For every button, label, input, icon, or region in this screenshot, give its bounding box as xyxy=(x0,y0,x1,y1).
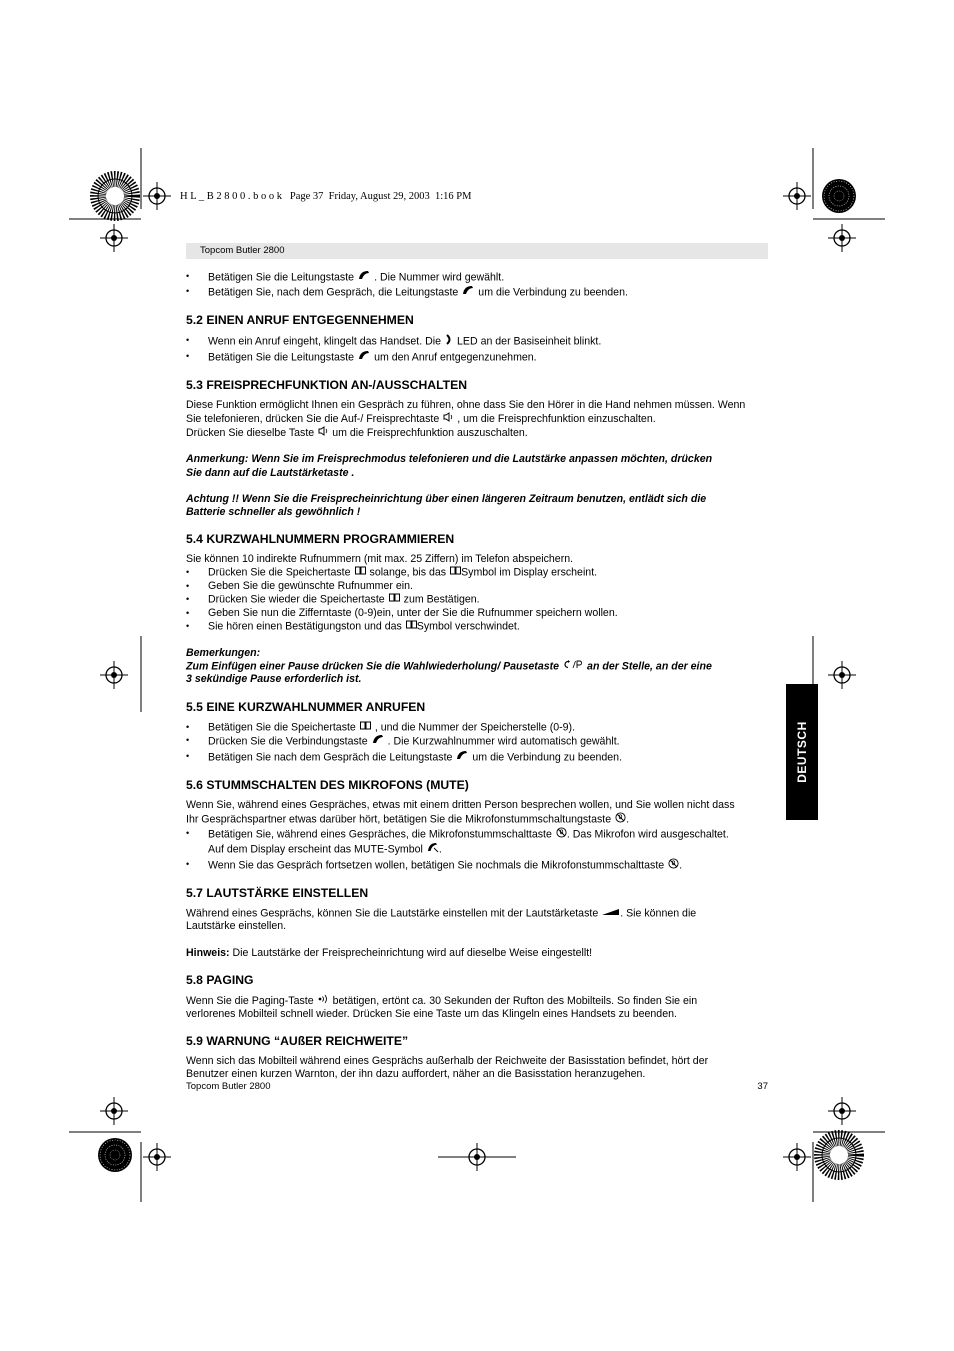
memory-book-icon xyxy=(450,566,461,579)
list-item: • Betätigen Sie die Speichertaste , und die Nummer der Speicherstelle (0-9). xyxy=(186,721,768,735)
list-item: • Drücken Sie die Verbindungstaste . Die Kurzwahlnummer wird automatisch gewählt. xyxy=(186,734,768,749)
list-item: • Drücken Sie wieder die Speichertaste zum Bestätigen. xyxy=(186,593,768,607)
paging-icon xyxy=(318,994,329,1008)
list-item: • Geben Sie die gewünschte Rufnummer ein. xyxy=(186,580,768,593)
paragraph: verlorenes Mobilteil schnell wieder. Drücken Sie eine Taste um das Klingeln eines Handsets zu beenden. xyxy=(186,1007,677,1020)
mute-icon xyxy=(668,858,679,873)
list-item: • Betätigen Sie die Leitungstaste . Die Nummer wird gewählt. xyxy=(186,270,768,285)
footer-title: Topcom Butler 2800 xyxy=(186,1081,271,1092)
mute-symbol-icon xyxy=(427,842,439,857)
mute-icon xyxy=(556,827,567,842)
list-item: • Wenn Sie das Gespräch fortsetzen wollen, betätigen Sie nochmals die Mikrofonstummschalttaste . xyxy=(186,858,768,873)
section-heading-5-9: 5.9 WARNUNG “AUßER REICHWEITE” xyxy=(186,1034,409,1049)
speaker-icon xyxy=(318,426,328,440)
phone-icon xyxy=(462,285,474,300)
paragraph: Wenn sich das Mobilteil während eines Gesprächs außerhalb der Reichweite der Basisstation befindet, hört der xyxy=(186,1055,709,1068)
note-line: 3 sekündige Pause erforderlich ist. xyxy=(186,673,362,686)
paragraph: Während eines Gesprächs, können Sie die Lautstärke einstellen mit der Lautstärketaste . Sie können die xyxy=(186,907,697,920)
list-item: • Wenn ein Anruf eingeht, klingelt das Handset. Die LED an der Basiseinheit blinkt. xyxy=(186,334,768,349)
warning-line: Batterie schneller als gewöhnlich ! xyxy=(186,506,361,519)
list-item: • Drücken Sie die Speichertaste solange, bis das Symbol im Display erscheint. xyxy=(186,566,768,580)
paragraph: Lautstärke einstellen. xyxy=(186,920,287,933)
section-5-4-list xyxy=(186,566,768,633)
memory-book-icon xyxy=(389,593,400,606)
paragraph: Wenn Sie die Paging-Taste betätigen, ertönt ca. 30 Sekunden der Rufton des Mobilteils. So finden Sie ein xyxy=(186,994,698,1007)
note-line: Zum Einfügen einer Pause drücken Sie die Wahlwiederholung/ Pausetaste an der Stelle, an der eine xyxy=(186,660,712,673)
paragraph: Drücken Sie dieselbe Taste um die Freisprechfunktion auszuschalten. xyxy=(186,427,528,440)
ring-led-icon xyxy=(445,334,453,349)
section-5-5-list xyxy=(186,721,768,765)
redial-pause-icon xyxy=(563,660,583,673)
language-tab-label: DEUTSCH xyxy=(795,721,809,783)
warning-line: Achtung !! Wenn Sie die Freisprecheinrichtung über einen längeren Zeitraum benutzen, entlädt sich die xyxy=(186,492,707,505)
speaker-icon xyxy=(443,412,453,426)
paragraph: Sie telefonieren, drücken Sie die Auf-/ Freisprechtaste , um die Freisprechfunktion einzuschalten. xyxy=(186,412,656,425)
section-heading-5-8: 5.8 PAGING xyxy=(186,972,254,987)
paragraph: Benutzer einen kurzen Warnton, der ihn dazu auffordert, näher an die Basisstation heranzugehen. xyxy=(186,1068,646,1081)
section-heading-5-2: 5.2 EINEN ANRUF ENTGEGENNEHMEN xyxy=(186,313,414,328)
note-line: Sie dann auf die Lautstärketaste . xyxy=(186,466,355,479)
section-5-6-list xyxy=(186,827,768,873)
phone-icon xyxy=(358,270,370,285)
volume-ramp-icon xyxy=(602,907,620,920)
section-heading-5-6: 5.6 STUMMSCHALTEN DES MIKROFONS (MUTE) xyxy=(186,777,469,792)
intro-bullet-list xyxy=(186,270,768,300)
list-item: • Betätigen Sie, nach dem Gespräch, die Leitungstaste um die Verbindung zu beenden. xyxy=(186,285,768,300)
section-heading-5-5: 5.5 EINE KURZWAHLNUMMER ANRUFEN xyxy=(186,699,426,714)
list-item: • Betätigen Sie nach dem Gespräch die Leitungstaste um die Verbindung zu beenden. xyxy=(186,750,768,765)
page-header xyxy=(186,243,768,259)
hint-paragraph: Hinweis: Die Lautstärke der Freisprecheinrichtung wird auf dieselbe Weise eingestellt! xyxy=(186,946,593,959)
header-title: Topcom Butler 2800 xyxy=(200,245,285,256)
section-heading-5-3: 5.3 FREISPRECHFUNKTION AN-/AUSSCHALTEN xyxy=(186,377,468,392)
phone-icon xyxy=(372,734,384,749)
list-item: • Geben Sie nun die Zifferntaste (0-9)ein, unter der Sie die Rufnummer speichern wollen. xyxy=(186,607,768,620)
note-title: Bemerkungen: xyxy=(186,646,261,659)
note-line: Anmerkung: Wenn Sie im Freisprechmodus telefonieren und die Lautstärke anpassen möchten, drücken xyxy=(186,453,713,466)
list-item: • Betätigen Sie die Leitungstaste um den Anruf entgegenzunehmen. xyxy=(186,350,768,365)
section-heading-5-7: 5.7 LAUTSTÄRKE EINSTELLEN xyxy=(186,885,369,900)
paragraph: Diese Funktion ermöglicht Ihnen ein Gespräch zu führen, ohne dass Sie den Hörer in die Hand nehmen müssen. Wenn xyxy=(186,398,746,411)
memory-book-icon xyxy=(360,721,371,734)
paragraph: Sie können 10 indirekte Rufnummern (mit max. 25 Ziffern) im Telefon abspeichern. xyxy=(186,553,574,566)
page-content xyxy=(186,270,768,1082)
list-item: • Sie hören einen Bestätigungston und das Symbol verschwindet. xyxy=(186,620,768,634)
paragraph: Wenn Sie, während eines Gespräches, etwas mit einem dritten Person besprechen wollen, und Sie wollen nicht dass xyxy=(186,798,735,811)
memory-book-icon xyxy=(406,620,417,633)
print-info-line: H L _ B 2 8 0 0 . b o o k Page 37 Friday, August 29, 2003 1:16 PM xyxy=(180,191,472,202)
section-heading-5-4: 5.4 KURZWAHLNUMMERN PROGRAMMIEREN xyxy=(186,532,455,547)
phone-icon xyxy=(358,350,370,365)
memory-book-icon xyxy=(355,566,366,579)
list-item: • Betätigen Sie, während eines Gespräches, die Mikrofonstummschalttaste . Das Mikrofon wird ausgeschaltet. Auf dem Display erscheint das MUTE-Symbol . xyxy=(186,827,768,857)
phone-icon xyxy=(456,750,468,765)
paragraph: Ihr Gesprächspartner etwas darüber hört, betätigen Sie die Mikrofonstummschaltungstaste . xyxy=(186,813,630,826)
page-number: 37 xyxy=(757,1081,768,1092)
mute-icon xyxy=(615,812,626,827)
language-tab xyxy=(786,684,818,820)
section-5-2-list xyxy=(186,334,768,364)
